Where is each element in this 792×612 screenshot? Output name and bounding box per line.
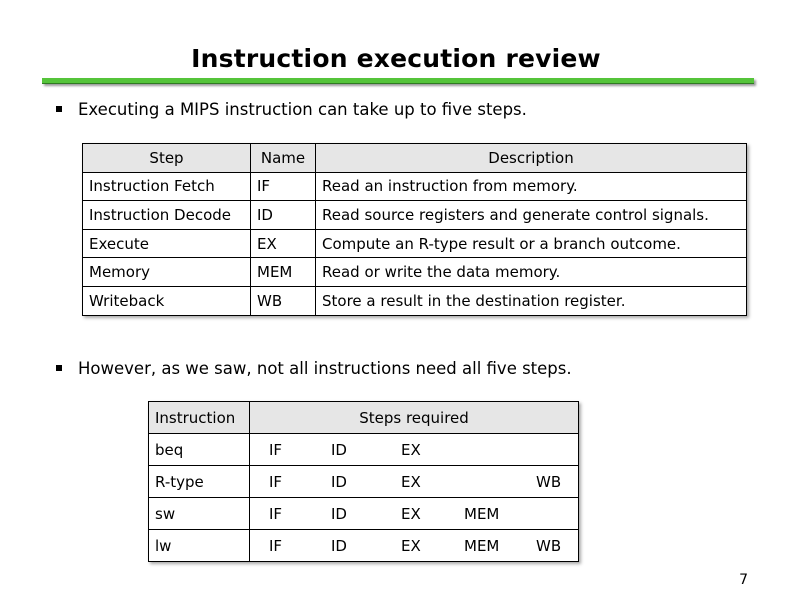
description-cell: Compute an R-type result or a branch outcome.: [316, 229, 747, 258]
step-ex: EX: [401, 504, 421, 523]
name-cell: ID: [251, 201, 316, 230]
steps-table: [82, 143, 747, 316]
col-header-name: Name: [251, 144, 316, 173]
step-wb: WB: [536, 536, 562, 555]
page-number: 7: [739, 572, 748, 588]
step-cell: Instruction Fetch: [83, 172, 251, 201]
step-ex: EX: [401, 536, 421, 555]
instruction-cell: lw: [149, 530, 250, 562]
step-id: ID: [331, 440, 347, 459]
description-cell: Read an instruction from memory.: [316, 172, 747, 201]
bullet-2-text: However, as we saw, not all instructions need all five steps.: [78, 359, 572, 378]
col-header-description: Description: [316, 144, 747, 173]
step-cell: Instruction Decode: [83, 201, 251, 230]
bullet-square-icon: [56, 106, 62, 112]
col-header-step: Step: [83, 144, 251, 173]
table-row: [83, 258, 747, 287]
table-row: [149, 498, 579, 530]
instruction-cell: sw: [149, 498, 250, 530]
table-row: [83, 201, 747, 230]
description-cell: Read source registers and generate control signals.: [316, 201, 747, 230]
slide-title: Instruction execution review: [191, 44, 601, 73]
table-row: [149, 466, 579, 498]
step-if: IF: [269, 504, 283, 523]
steps-required-table: [148, 401, 579, 562]
description-cell: Store a result in the destination register.: [316, 286, 747, 315]
step-cell: Memory: [83, 258, 251, 287]
col-header-instruction: Instruction: [149, 402, 250, 434]
bullet-square-icon: [56, 365, 62, 371]
table-row: [83, 172, 747, 201]
step-id: ID: [331, 472, 347, 491]
name-cell: WB: [251, 286, 316, 315]
table-row: [83, 229, 747, 258]
table-row: [149, 530, 579, 562]
step-if: IF: [269, 472, 283, 491]
step-cell: Execute: [83, 229, 251, 258]
step-wb: WB: [536, 472, 562, 491]
step-id: ID: [331, 504, 347, 523]
name-cell: EX: [251, 229, 316, 258]
step-mem: MEM: [464, 536, 500, 555]
bullet-2: [56, 359, 572, 378]
step-if: IF: [269, 536, 283, 555]
step-id: ID: [331, 536, 347, 555]
name-cell: MEM: [251, 258, 316, 287]
steps-cell: [250, 498, 579, 530]
instruction-cell: R-type: [149, 466, 250, 498]
bullet-1-text: Executing a MIPS instruction can take up to five steps.: [78, 100, 527, 119]
step-cell: Writeback: [83, 286, 251, 315]
step-ex: EX: [401, 440, 421, 459]
bullet-1: [56, 100, 527, 119]
step-mem: MEM: [464, 504, 500, 523]
step-ex: EX: [401, 472, 421, 491]
name-cell: IF: [251, 172, 316, 201]
col-header-steps-required: Steps required: [250, 402, 579, 434]
title-divider: [42, 78, 754, 84]
table-row: [149, 434, 579, 466]
steps-cell: [250, 530, 579, 562]
description-cell: Read or write the data memory.: [316, 258, 747, 287]
step-if: IF: [269, 440, 283, 459]
table-row: [83, 286, 747, 315]
instruction-cell: beq: [149, 434, 250, 466]
steps-cell: [250, 466, 579, 498]
steps-cell: [250, 434, 579, 466]
